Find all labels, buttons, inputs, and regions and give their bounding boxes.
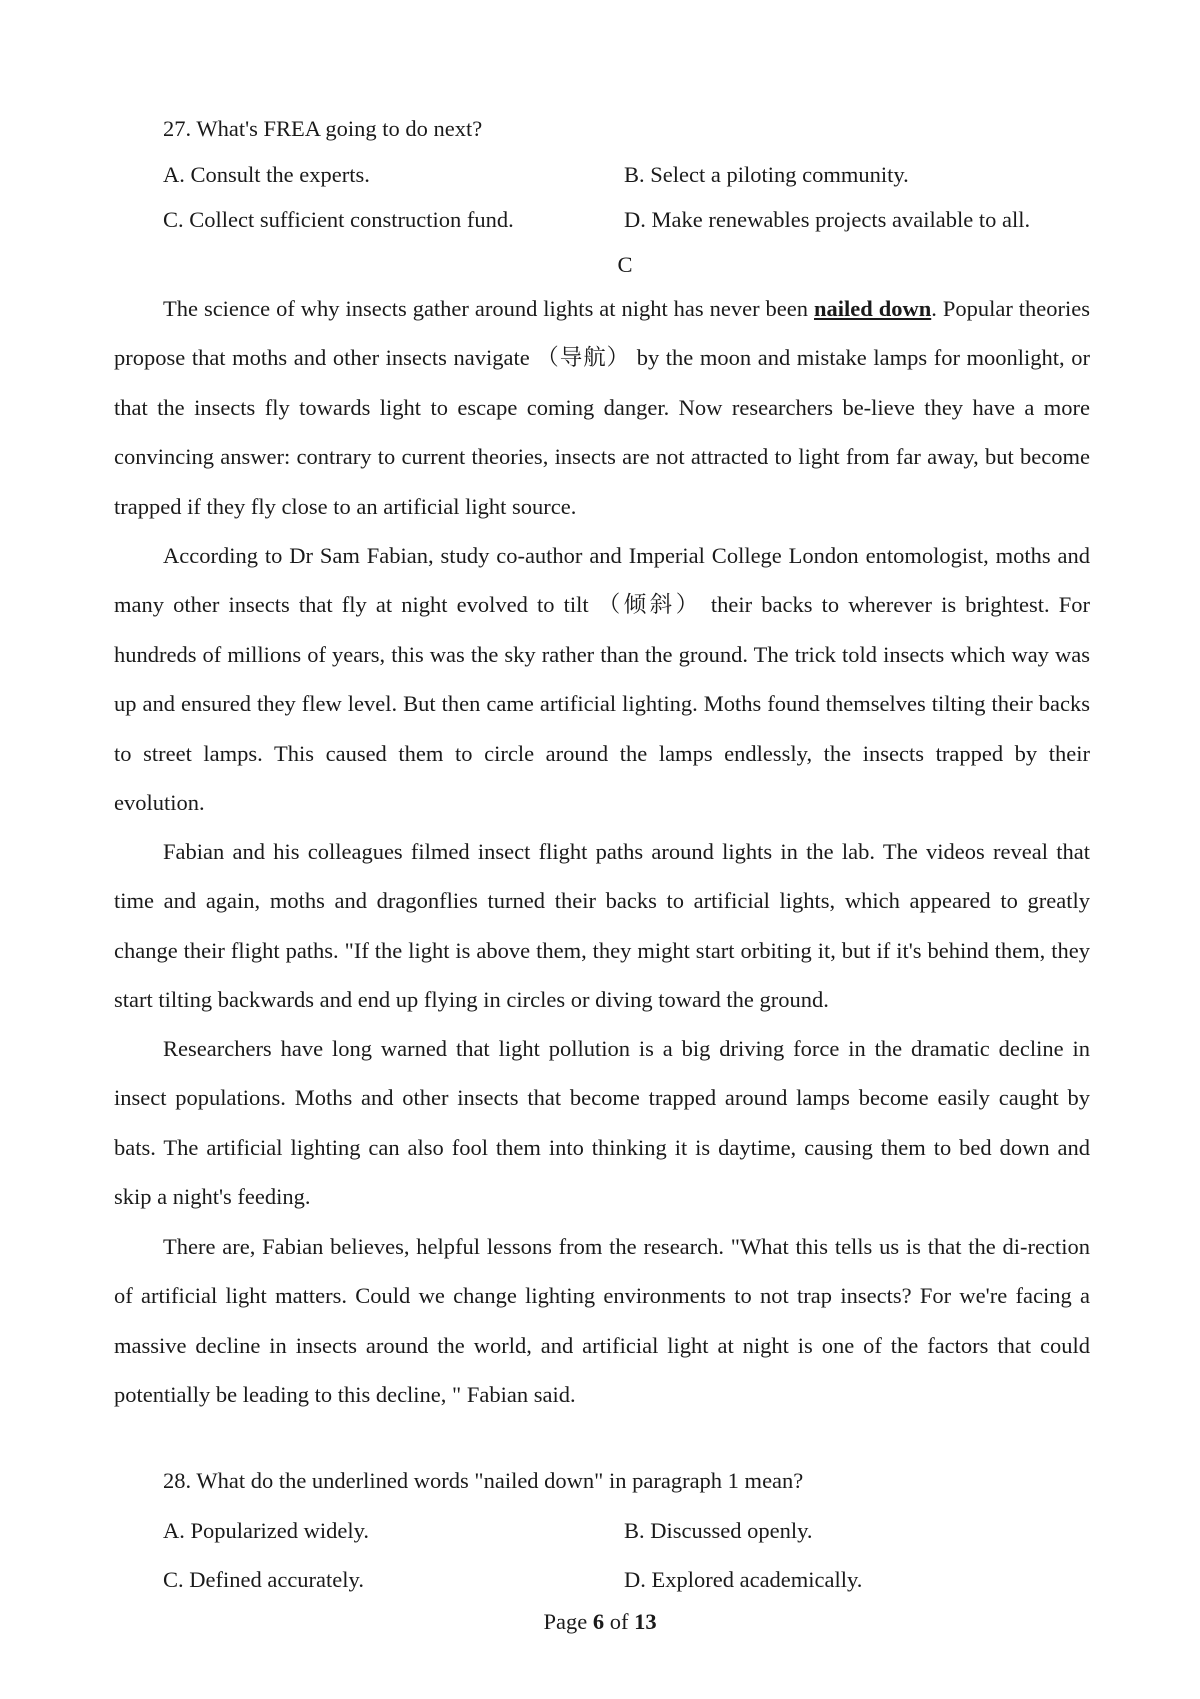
question-28-option-d: D. Explored academically. bbox=[624, 1567, 863, 1592]
passage-paragraph-5: There are, Fabian believes, helpful lessons from the research. "What this tells us is that the di-rection of artificial light matters. Could we change lighting environments to not trap insects? For we're facing a massive decline in insects around the world, and artificial light at night is one of the factors that could potentially be leading to this decline, " Fabian said. bbox=[114, 1234, 1090, 1408]
paragraph-1-rest: . Popular theories propose that moths and other insects navigate （导航） by the moon and mistake lamps for moonlight, or that the insects fly towards light to escape coming danger. Now researchers be-lieve they have a more convincing answer: contrary to current theories, insects are not attracted to light from far away, but become trapped if they fly close to an artificial light source. bbox=[114, 296, 1090, 519]
question-27-stem: 27. What's FREA going to do next? bbox=[163, 116, 483, 141]
page-footer bbox=[0, 1607, 1200, 1637]
passage-paragraph-1 bbox=[114, 284, 1090, 531]
question-27-option-c: C. Collect sufficient construction fund. bbox=[163, 207, 514, 232]
passage-paragraph-3: Fabian and his colleagues filmed insect flight paths around lights in the lab. The videos reveal that time and again, moths and dragonflies turned their backs to artificial lights, which appeared to greatly change their flight paths. "If the light is above them, they might start orbiting it, but if it's behind them, they start tilting backwards and end up flying in circles or diving toward the ground. bbox=[114, 839, 1090, 1013]
passage-paragraph-4: Researchers have long warned that light pollution is a big driving force in the dramatic decline in insect populations. Moths and other insects that become trapped around lamps become easily caught by bats. The artificial lighting can also fool them into thinking it is daytime, causing them to bed down and skip a night's feeding. bbox=[114, 1036, 1090, 1210]
underlined-phrase: nailed down bbox=[813, 296, 932, 321]
question-27-option-b: B. Select a piloting community. bbox=[624, 162, 909, 187]
paragraph-1-start: The science of why insects gather around lights at night has never been bbox=[163, 296, 814, 321]
passage-paragraph-2: According to Dr Sam Fabian, study co-author and Imperial College London entomologist, moths and many other insects that fly at night evolved to tilt （倾斜） their backs to wherever is brightest. For hundreds of millions of years, this was the sky rather than the ground. The trick told insects which way was up and ensured they flew level. But then came artificial lighting. Moths found themselves tilting their backs to street lamps. This caused them to circle around the lamps endlessly, the insects trapped by their evolution. bbox=[114, 543, 1090, 816]
total-pages-number: 13 bbox=[634, 1609, 657, 1634]
question-27-option-d: D. Make renewables projects available to all. bbox=[624, 207, 1031, 232]
footer-middle: of bbox=[604, 1609, 635, 1634]
question-27-option-a: A. Consult the experts. bbox=[163, 162, 370, 187]
question-28-option-a: A. Popularized widely. bbox=[163, 1518, 369, 1543]
current-page-number: 6 bbox=[592, 1609, 605, 1634]
question-28-stem: 28. What do the underlined words "nailed down" in paragraph 1 mean? bbox=[163, 1468, 804, 1493]
question-28-option-b: B. Discussed openly. bbox=[624, 1518, 813, 1543]
question-28-option-c: C. Defined accurately. bbox=[163, 1567, 364, 1592]
section-letter: C bbox=[617, 252, 633, 277]
footer-prefix: Page bbox=[543, 1609, 593, 1634]
